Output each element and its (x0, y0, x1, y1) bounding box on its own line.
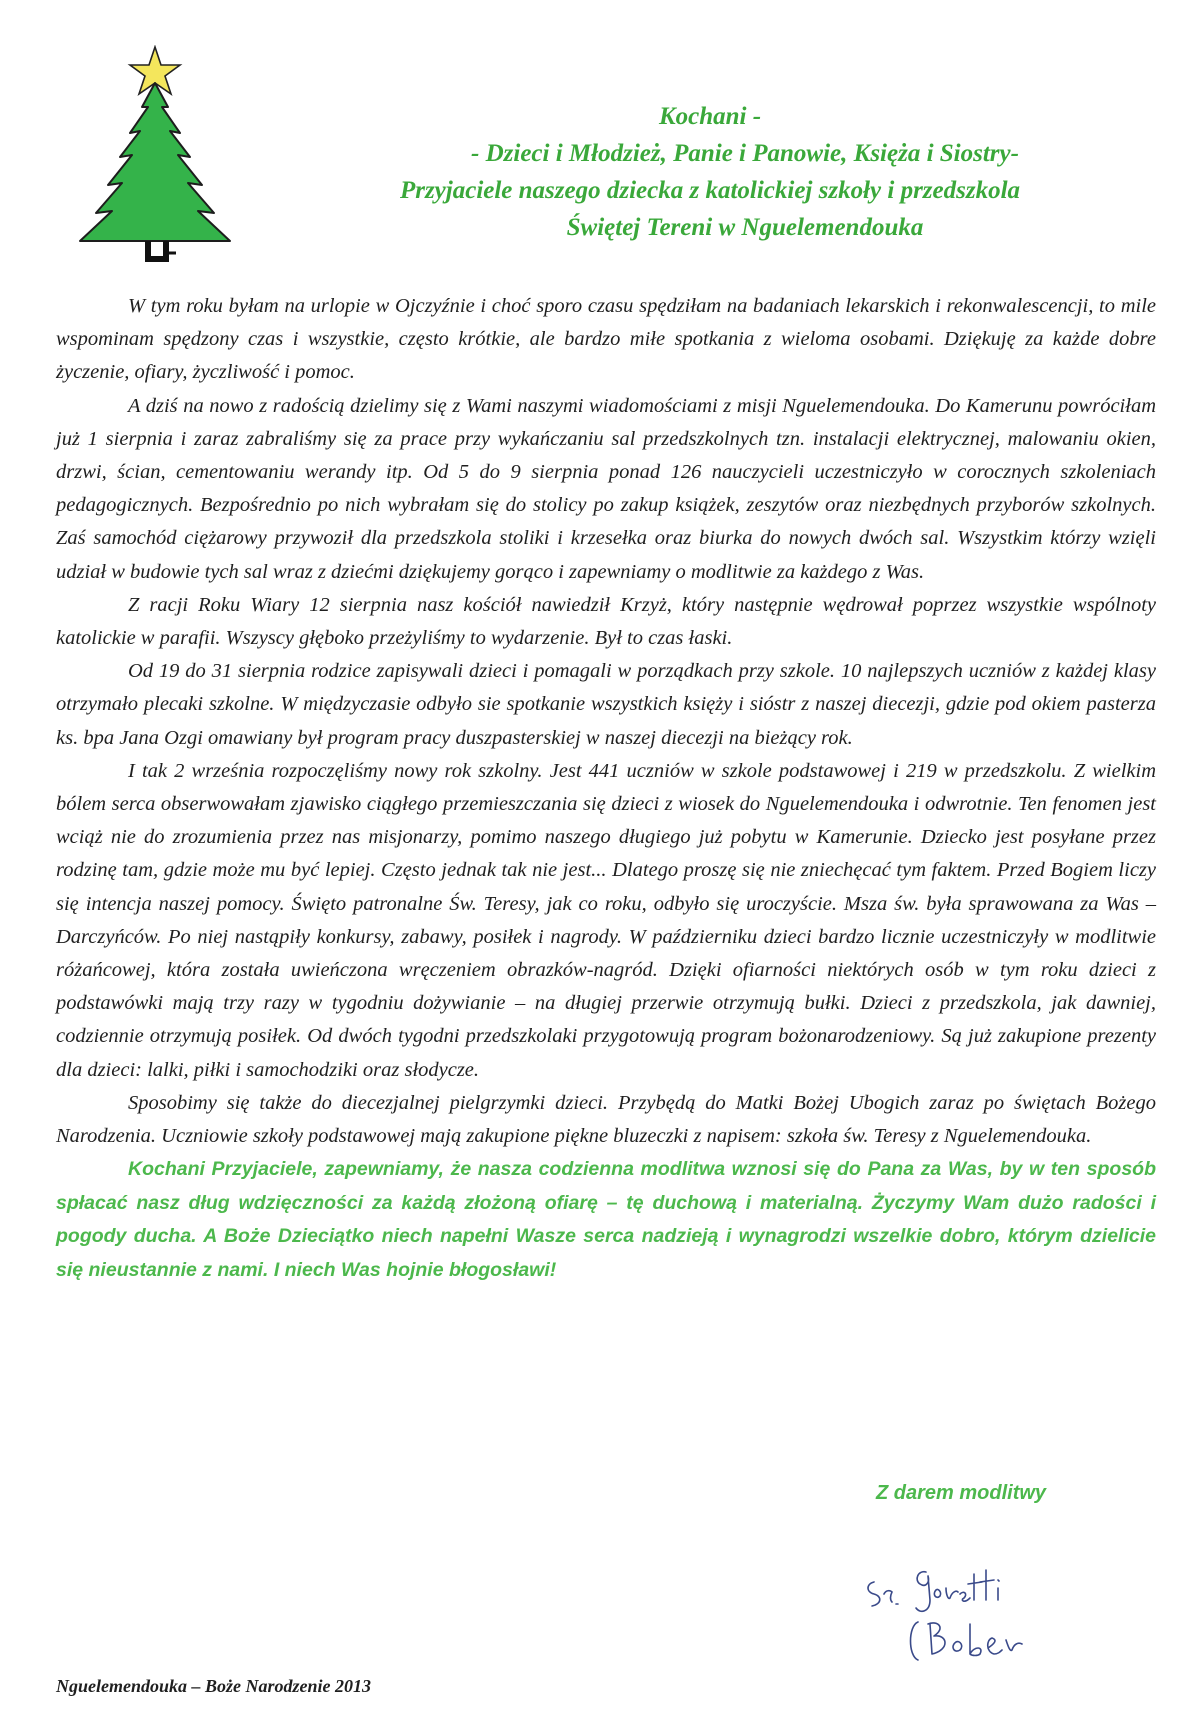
letter-body (56, 290, 1156, 1287)
paragraph-6: Sposobimy się także do diecezjalnej pielgrzymki dzieci. Przybędą do Matki Bożej Ubogich zaraz po świętach Bożego Narodzenia. Uczniowie szkoły podstawowej mają zakupione piękne bluzeczki z napisem: szkoła św. Teresy z Nguelemendouka. (56, 1091, 1156, 1148)
handwritten-signature (860, 1560, 1060, 1670)
tree-body (80, 83, 230, 241)
paragraph-2: A dziś na nowo z radością dzielimy się z Wami naszymi wiadomościami z misji Nguelemendouka. Do Kamerunu powróciłam już 1 sierpnia i zaraz zabraliśmy się za prace przy wykańczaniu sal przedszkolnych tzn. instalacji elektrycznej, malowaniu okien, drzwi, ścian, cementowaniu werandy itp. Od 5 do 9 sierpnia ponad 126 nauczycieli uczestniczyło w corocznych szkoleniach pedagogicznych. Bezpośrednio po nich wybrałam się do stolicy po zakup książek, zeszytów oraz niezbędnych przyborów szkolnych. Zaś samochód ciężarowy przywoził dla przedszkola stoliki i krzesełka oraz biurka do nowych dwóch sal. Wszystkim którzy wzięli udział w budowie tych sal wraz z dziećmi dziękujemy gorąco i zapewniamy o modlitwie za każdego z Was. (56, 394, 1156, 583)
paragraph-1: W tym roku byłam na urlopie w Ojczyźnie i choć sporo czasu spędziłam na badaniach lekarskich i rekonwalescencji, to mile wspominam spędzony czas i wszystkie, często krótkie, ale bardzo miłe spotkania z wieloma osobami. Dziękuję za każde dobre życzenie, ofiary, życzliwość i pomoc. (56, 295, 1156, 384)
tree-trunk (148, 241, 166, 259)
greeting-line-3: Przyjaciele naszego dziecka z katolickiej szkoły i przedszkola (399, 177, 1021, 204)
paragraph-3: Z racji Roku Wiary 12 sierpnia nasz kościół nawiedził Krzyż, który następnie wędrował poprzez wszystkie wspólnoty katolickie w parafii. Wszyscy głęboko przeżyliśmy to wydarzenie. Był to czas łaski. (56, 593, 1156, 650)
paragraph-5: I tak 2 września rozpoczęliśmy nowy rok szkolny. Jest 441 uczniów w szkole podstawowej i 219 w przedszkolu. Z wielkim bólem serca obserwowałam zjawisko ciągłego przemieszczania się dzieci z wiosek do Nguelemendouka i odwrotnie. Ten fenomen jest wciąż nie do zrozumienia przez nas misjonarzy, pomimo naszego długiego już pobytu w Kamerunie. Dziecko jest posyłane przez rodzinę tam, gdzie może mu być lepiej. Często jednak tak nie jest... Dlatego proszę się nie zniechęcać tym faktem. Przed Bogiem liczy się intencja naszej pomocy. Święto patronalne Św. Teresy, jak co roku, odbyło się uroczyście. Msza św. była sprawowana za Was – Darczyńców. Po niej nastąpiły konkursy, zabawy, posiłek i nagrody. W październiku dzieci bardzo licznie uczestniczyły w modlitwie różańcowej, która została uwieńczona wręczeniem obrazków-nagród. Dzięki ofiarności niektórych osób w tym roku dzieci z podstawówki mają trzy razy w tygodniu dożywianie – na długiej przerwie otrzymują bułki. Dzieci z przedszkola, jak dawniej, codziennie otrzymują posiłek. Od dwóch tygodni przedszkolaki przygotowują program bożonarodzeniowy. Są już zakupione prezenty dla dzieci: lalki, piłki i samochodziki oraz słodycze. (56, 759, 1156, 1081)
greeting-line-1: Kochani - (658, 103, 762, 130)
closing-paragraph: Kochani Przyjaciele, zapewniamy, że nasza codzienna modlitwa wznosi się do Pana za Was, by w ten sposób spłacać nasz dług wdzięczności za każdą złożoną ofiarę – tę duchową i materialną. Życzymy Wam dużo radości i pogody ducha. A Boże Dzieciątko niech napełni Wasze serca nadzieją i wynagrodzi wszelkie dobro, którym dzielicie się nieustannie z nami. I niech Was hojnie błogosławi! (56, 1158, 1156, 1281)
greeting-line-4: Świętej Tereni w Nguelemendouka (566, 214, 924, 241)
greeting-line-2: - Dzieci i Młodzież, Panie i Panowie, Księża i Siostry- (471, 140, 1019, 167)
christmas-tree-icon (70, 45, 260, 275)
letter-footer: Nguelemendouka – Boże Narodzenie 2013 (56, 1676, 371, 1696)
letter-greeting (330, 98, 1090, 246)
sign-off: Z darem modlitwy (876, 1482, 1047, 1504)
paragraph-4: Od 19 do 31 sierpnia rodzice zapisywali dzieci i pomagali w porządkach przy szkole. 10 najlepszych uczniów z każdej klasy otrzymało plecaki szkolne. W międzyczasie odbyło sie spotkanie wszystkich księży i sióstr z naszej diecezji, gdzie pod okiem pasterza ks. bpa Jana Ozgi omawiany był program pracy duszpasterskiej w naszej diecezji na bieżący rok. (56, 660, 1156, 749)
